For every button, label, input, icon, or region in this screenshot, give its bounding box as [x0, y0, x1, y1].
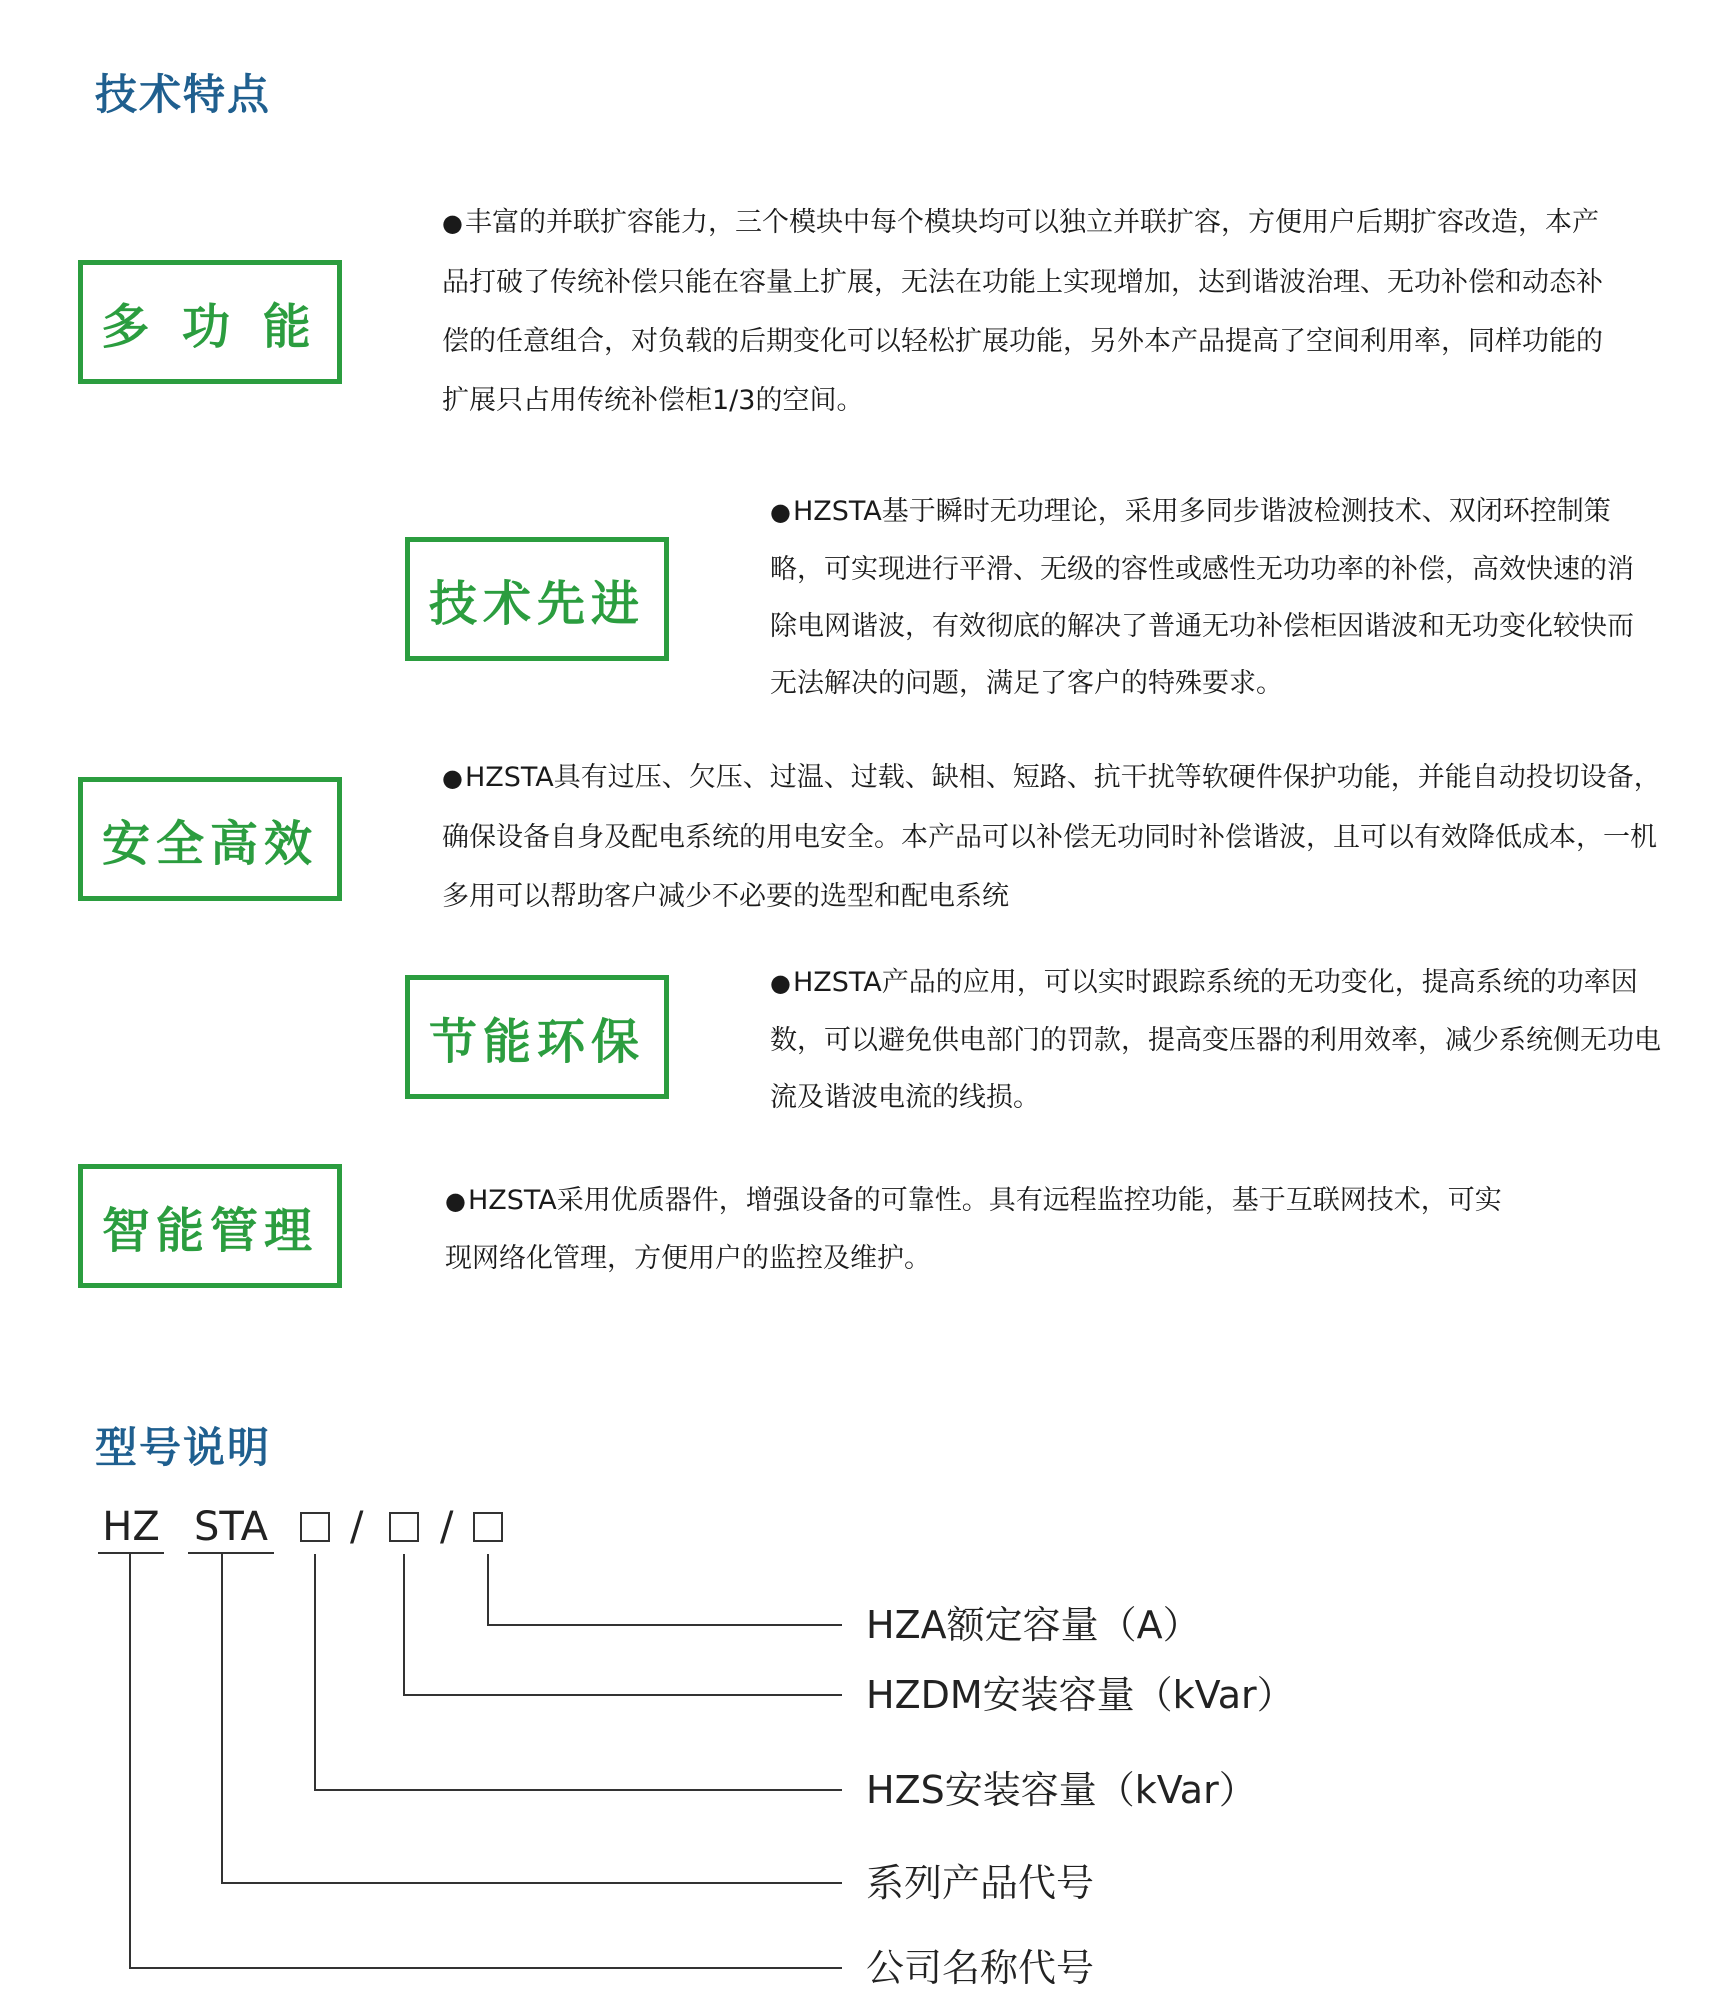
desc-company-code: 公司名称代号	[866, 1946, 1095, 1990]
desc-hzdm-capacity: HZDM安装容量（kVar）	[866, 1673, 1295, 1717]
code-box-3	[473, 1512, 503, 1542]
bullet-icon: ●	[445, 1187, 466, 1215]
feature-box-eco: 节能环保	[405, 975, 669, 1099]
feature-box-smart: 智能管理	[78, 1164, 342, 1288]
feature-text-smart: ●HZSTA采用优质器件，增强设备的可靠性。具有远程监控功能，基于互联网技术，可实现网络化管理，方便用户的监控及维护。	[445, 1185, 1502, 1274]
feature-box-multifunction: 多 功 能	[78, 260, 342, 384]
connector-line-company	[130, 1554, 842, 1968]
feature-text-multifunction: ●丰富的并联扩容能力，三个模块中每个模块均可以独立并联扩容，方便用户后期扩容改造，本产品打破了传统补偿只能在容量上扩展，无法在功能上实现增加，达到谐波治理、无功补偿和动态补偿的任意组合，对负载的后期变化可以轻松扩展功能，另外本产品提高了空间利用率，同样功能的扩展只占用传统补偿柜1/3的空间。	[442, 207, 1603, 416]
feature-box-advanced: 技术先进	[405, 537, 669, 661]
desc-hzs-capacity: HZS安装容量（kVar）	[866, 1768, 1257, 1812]
connector-line-hzdm	[404, 1554, 842, 1695]
code-slash-2: /	[440, 1504, 454, 1550]
section-title-model: 型号说明	[95, 1423, 272, 1472]
code-part-sta: STA	[188, 1502, 274, 1554]
code-slash-1: /	[350, 1504, 364, 1550]
feature-text-safety: ●HZSTA具有过压、欠压、过温、过载、缺相、短路、抗干扰等软硬件保护功能，并能自动投切设备，确保设备自身及配电系统的用电安全。本产品可以补偿无功同时补偿谐波，且可以有效降低成本，一机多用可以帮助客户减少不必要的选型和配电系统	[442, 762, 1661, 912]
desc-series-code: 系列产品代号	[866, 1861, 1095, 1905]
code-part-hz: HZ	[98, 1502, 164, 1554]
feature-text-advanced: ●HZSTA基于瞬时无功理论，采用多同步谐波检测技术、双闭环控制策略，可实现进行平滑、无级的容性或感性无功功率的补偿，高效快速的消除电网谐波，有效彻底的解决了普通无功补偿柜因谐波和无功变化较快而无法解决的问题，满足了客户的特殊要求。	[770, 496, 1634, 699]
code-box-2	[389, 1512, 419, 1542]
bullet-icon: ●	[770, 969, 791, 997]
feature-text-eco: ●HZSTA产品的应用，可以实时跟踪系统的无功变化，提高系统的功率因数，可以避免供电部门的罚款，提高变压器的利用效率，减少系统侧无功电流及谐波电流的线损。	[770, 967, 1661, 1113]
section-title-tech: 技术特点	[95, 70, 272, 119]
bullet-icon: ●	[442, 209, 463, 237]
bullet-icon: ●	[442, 764, 463, 792]
connector-line-hza	[488, 1554, 842, 1625]
feature-box-safety: 安全高效	[78, 777, 342, 901]
bullet-icon: ●	[770, 498, 791, 526]
connector-line-series	[222, 1554, 842, 1883]
connector-line-hzs	[315, 1554, 842, 1790]
desc-hza-rated-capacity: HZA额定容量（A）	[866, 1603, 1201, 1647]
code-box-1	[300, 1512, 330, 1542]
